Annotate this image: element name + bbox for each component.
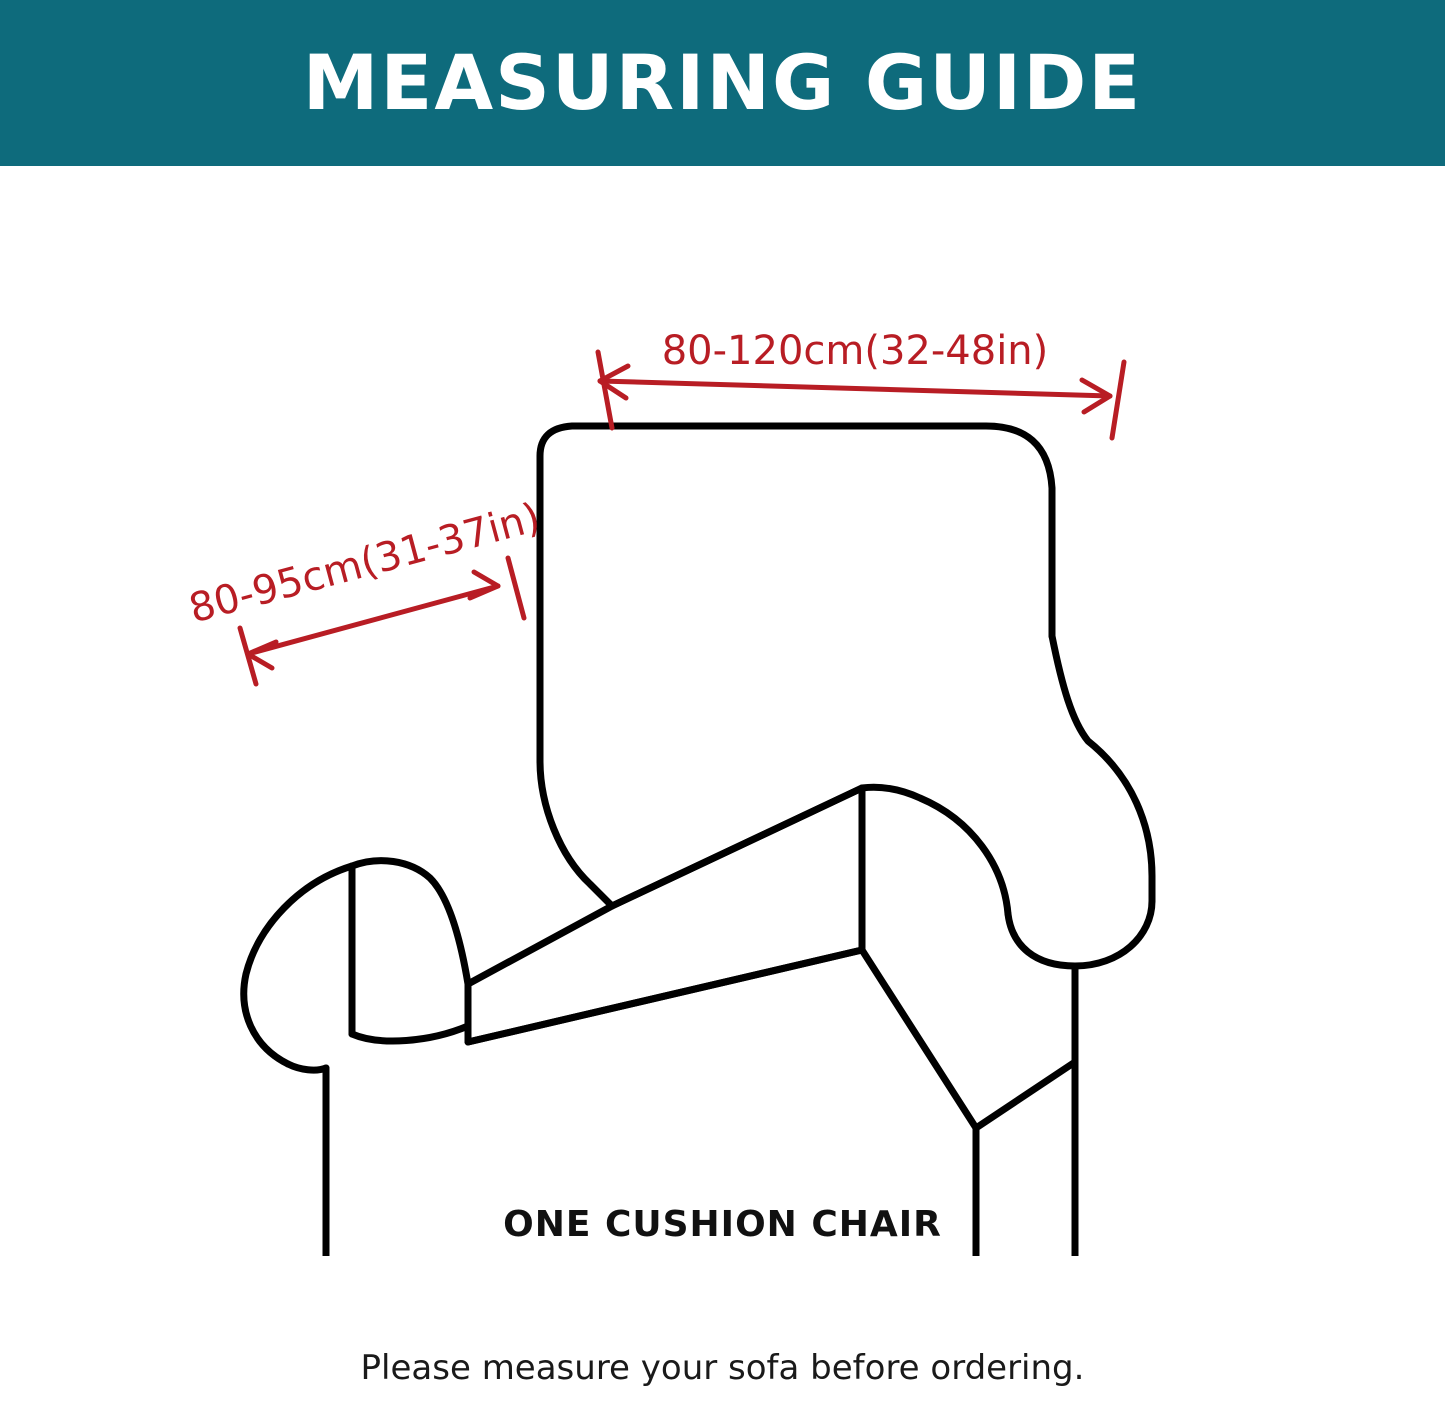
chair-seat-front-skirt: [468, 950, 862, 1042]
chair-seat-cushion: [468, 788, 862, 1042]
chair-backrest: [540, 426, 1052, 686]
chair-diagram: [0, 166, 1445, 1256]
diagram-caption: ONE CUSHION CHAIR: [503, 1204, 942, 1245]
diagram-footnote: Please measure your sofa before ordering.: [360, 1348, 1085, 1388]
page-title: MEASURING GUIDE: [302, 38, 1143, 127]
chair-right-arm-outer: [1008, 901, 1152, 966]
chair-right-body-edge: [862, 950, 976, 1128]
chair-left-arm-top: [244, 866, 352, 1064]
width-dimension-label: 80-120cm(32-48in): [661, 328, 1049, 374]
depth-dimension-label: 80-95cm(31-37in): [184, 494, 545, 633]
chair-left-arm-bottom: [352, 1026, 468, 1041]
chair-left-arm-inner: [352, 861, 468, 984]
chair-right-arm-inner: [862, 787, 1008, 914]
chair-back-right-side: [1052, 636, 1152, 901]
chair-left-arm-front: [288, 1064, 326, 1206]
chair-back-inner-left: [540, 596, 612, 906]
dimension-lines-group: [240, 352, 1124, 684]
header-banner: [0, 0, 1445, 166]
